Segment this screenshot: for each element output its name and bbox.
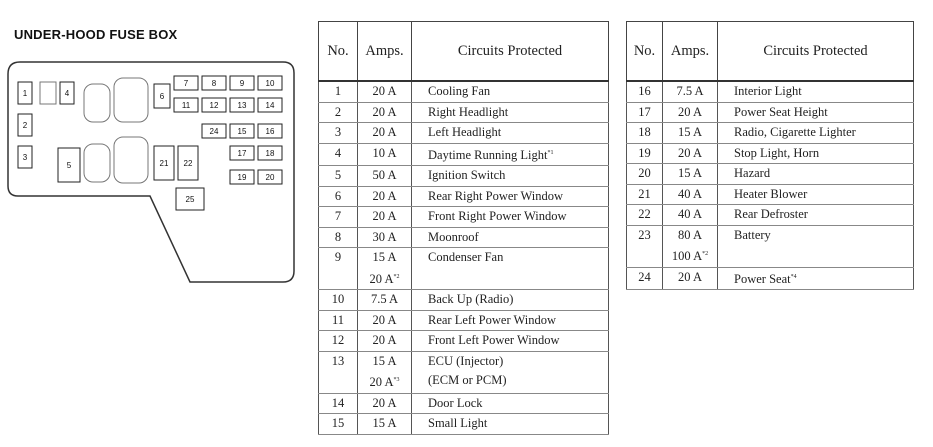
header-circuits: Circuits Protected bbox=[718, 22, 914, 82]
fuse-amps bbox=[358, 102, 412, 123]
fuse-slot-label: 17 bbox=[237, 149, 247, 158]
fuse-amps bbox=[663, 102, 718, 123]
fuse-no: 1 bbox=[319, 81, 358, 102]
fuse-circuit bbox=[412, 310, 609, 331]
header-amps: Amps. bbox=[358, 22, 412, 82]
fuse-row bbox=[627, 164, 914, 185]
fuse-circuit bbox=[412, 186, 609, 207]
amps-value: 80 A bbox=[678, 227, 702, 242]
fuse-amps bbox=[358, 290, 412, 311]
fuse-row bbox=[319, 207, 609, 228]
circuit-value: Cooling Fan bbox=[428, 84, 491, 98]
fuse-circuit bbox=[412, 143, 609, 166]
fuse-amps bbox=[358, 351, 412, 393]
circuit-value: Rear Left Power Window bbox=[428, 312, 557, 327]
fuse-slot-label: 2 bbox=[22, 121, 28, 130]
circuit-value: Stop Light, Horn bbox=[734, 145, 820, 160]
fuse-slot-label: 19 bbox=[237, 173, 247, 182]
amps-value: 20 A bbox=[372, 312, 397, 327]
table-header-row bbox=[627, 22, 914, 82]
amps-value: 20 A bbox=[678, 269, 702, 284]
fuse-amps bbox=[663, 164, 718, 185]
fuse-circuit bbox=[718, 123, 914, 144]
amps-value: 40 A bbox=[678, 186, 702, 201]
fuse-row bbox=[627, 102, 914, 123]
fuse-amps bbox=[663, 225, 718, 267]
fuse-no: 20 bbox=[627, 164, 663, 185]
fuse-row bbox=[627, 267, 914, 290]
fuse-row bbox=[627, 123, 914, 144]
fuse-row bbox=[319, 81, 609, 102]
fuse-circuit bbox=[412, 248, 609, 290]
amps-value: 15 A bbox=[678, 125, 702, 139]
fuse-row bbox=[627, 184, 914, 205]
relay-block-oval-4 bbox=[114, 137, 148, 183]
amps-alt-value-note: *2 bbox=[393, 273, 400, 280]
fuse-circuit bbox=[718, 81, 914, 102]
fuse-row bbox=[319, 290, 609, 311]
fuse-slot-label: 8 bbox=[211, 79, 217, 88]
header-no: No. bbox=[319, 22, 358, 82]
fuse-amps bbox=[358, 414, 412, 435]
circuit-value: Right Headlight bbox=[428, 104, 509, 119]
amps-value: 20 A bbox=[372, 395, 397, 410]
fuse-circuit bbox=[412, 393, 609, 414]
fuse-no: 22 bbox=[627, 205, 663, 226]
fuse-amps bbox=[358, 248, 412, 290]
fuse-row bbox=[627, 143, 914, 164]
fuse-slot-label: 12 bbox=[209, 101, 219, 110]
fuse-slot-label: 11 bbox=[181, 101, 191, 110]
circuit-value: Heater Blower bbox=[734, 186, 808, 201]
fuse-no: 10 bbox=[319, 290, 358, 311]
fuse-no: 23 bbox=[627, 225, 663, 267]
amps-value: 15 A bbox=[372, 416, 397, 430]
fuse-slot-label: 3 bbox=[22, 153, 28, 162]
fuse-slot-label: 1 bbox=[22, 89, 28, 98]
amps-alt bbox=[358, 268, 411, 290]
fuse-row bbox=[319, 414, 609, 435]
fuse-slot-label: 10 bbox=[265, 79, 275, 88]
fuse-amps bbox=[358, 207, 412, 228]
fuse-slot-label: 5 bbox=[66, 161, 72, 170]
relay-block-upper-left bbox=[40, 82, 56, 104]
circuit-value: ECU (Injector) bbox=[428, 353, 504, 368]
circuit-value: Battery bbox=[734, 227, 771, 242]
amps-alt-value-note: *3 bbox=[393, 377, 400, 383]
fuse-no: 14 bbox=[319, 393, 358, 414]
amps-value: 50 A bbox=[372, 168, 397, 182]
fuse-row bbox=[627, 225, 914, 267]
amps-value: 10 A bbox=[372, 145, 397, 160]
fuse-no: 15 bbox=[319, 414, 358, 435]
fuse-circuit bbox=[412, 414, 609, 435]
circuit-value-note: *1 bbox=[547, 149, 554, 156]
fuse-no: 16 bbox=[627, 81, 663, 102]
fuse-circuit bbox=[718, 205, 914, 226]
fuse-no: 13 bbox=[319, 351, 358, 393]
amps-value: 20 A bbox=[678, 104, 702, 119]
fuse-circuit bbox=[412, 102, 609, 123]
amps-value: 30 A bbox=[372, 229, 397, 244]
fuse-amps bbox=[663, 143, 718, 164]
circuit-value: Daytime Running Light bbox=[428, 147, 548, 162]
relay-block-oval-1 bbox=[84, 84, 110, 122]
circuit-value: Moonroof bbox=[428, 229, 479, 244]
amps-value: 7.5 A bbox=[370, 292, 399, 306]
fuse-no: 8 bbox=[319, 227, 358, 248]
fuse-amps bbox=[358, 310, 412, 331]
header-no: No. bbox=[627, 22, 663, 82]
circuit-value: Rear Defroster bbox=[734, 207, 808, 221]
fuse-circuit bbox=[718, 184, 914, 205]
table-header-row bbox=[319, 22, 609, 82]
amps-value: 15 A bbox=[678, 166, 702, 180]
fuse-circuit bbox=[412, 331, 609, 352]
fuse-row bbox=[319, 351, 609, 393]
fuse-slot-label: 20 bbox=[265, 173, 275, 182]
amps-value: 20 A bbox=[372, 104, 397, 119]
amps-alt bbox=[663, 245, 717, 267]
fuse-row bbox=[319, 102, 609, 123]
header-amps: Amps. bbox=[663, 22, 718, 82]
fuse-circuit bbox=[412, 166, 609, 187]
circuit-value-note: *4 bbox=[790, 273, 797, 280]
fuse-row bbox=[319, 143, 609, 166]
fuse-no: 2 bbox=[319, 102, 358, 123]
fuse-amps bbox=[358, 143, 412, 166]
amps-alt-value: 20 A bbox=[369, 375, 394, 389]
fuse-no: 18 bbox=[627, 123, 663, 144]
amps-alt bbox=[358, 371, 411, 393]
fuse-no: 24 bbox=[627, 267, 663, 290]
fuse-amps bbox=[358, 227, 412, 248]
fuse-slot-label: 22 bbox=[183, 159, 193, 168]
fuse-row bbox=[319, 331, 609, 352]
amps-value: 20 A bbox=[678, 145, 702, 160]
circuit-value: Ignition Switch bbox=[428, 168, 506, 182]
circuit-value: Front Left Power Window bbox=[428, 333, 560, 347]
fuse-circuit bbox=[718, 102, 914, 123]
fuse-circuit bbox=[412, 290, 609, 311]
fuse-no: 21 bbox=[627, 184, 663, 205]
fuse-circuit bbox=[412, 351, 609, 393]
fuse-slots bbox=[18, 76, 282, 210]
fuse-no: 19 bbox=[627, 143, 663, 164]
fuse-row bbox=[319, 186, 609, 207]
amps-value: 15 A bbox=[372, 353, 397, 368]
fuse-circuit bbox=[412, 123, 609, 144]
fuse-circuit bbox=[718, 267, 914, 290]
amps-alt-value: 20 A bbox=[369, 271, 394, 286]
fuse-slot-label: 15 bbox=[237, 127, 247, 136]
header-circuits: Circuits Protected bbox=[412, 22, 609, 82]
relay-block-oval-2 bbox=[114, 78, 148, 122]
fuse-no: 7 bbox=[319, 207, 358, 228]
circuit-value: Rear Right Power Window bbox=[428, 188, 564, 203]
amps-alt-value-note: *2 bbox=[702, 251, 709, 257]
fuse-circuit bbox=[412, 81, 609, 102]
amps-alt-value: 100 A bbox=[671, 249, 703, 263]
fuse-row bbox=[319, 227, 609, 248]
fuse-slot-label: 9 bbox=[239, 79, 245, 88]
amps-value: 20 A bbox=[372, 125, 397, 139]
fuse-amps bbox=[358, 123, 412, 144]
fuse-slot-label: 24 bbox=[209, 127, 219, 136]
amps-value: 20 A bbox=[372, 209, 397, 223]
fuse-row bbox=[319, 248, 609, 290]
fuse-amps bbox=[663, 81, 718, 102]
fuse-slot-label: 25 bbox=[185, 195, 195, 204]
circuit-value: Door Lock bbox=[428, 395, 483, 410]
fuse-no: 17 bbox=[627, 102, 663, 123]
fuse-row bbox=[627, 205, 914, 226]
amps-value: 15 A bbox=[372, 250, 397, 264]
fuse-no: 3 bbox=[319, 123, 358, 144]
fuse-amps bbox=[358, 186, 412, 207]
circuit-value: Back Up (Radio) bbox=[428, 292, 514, 306]
relay-block-oval-3 bbox=[84, 144, 110, 182]
fuse-slot-label: 18 bbox=[265, 149, 275, 158]
circuit-value: Condenser Fan bbox=[428, 250, 504, 264]
amps-value: 20 A bbox=[372, 333, 397, 347]
fuse-amps bbox=[663, 184, 718, 205]
fuse-row bbox=[319, 393, 609, 414]
fuse-box-diagram bbox=[0, 0, 300, 447]
fuse-circuit bbox=[718, 164, 914, 185]
fuse-amps bbox=[663, 205, 718, 226]
fuse-amps bbox=[358, 393, 412, 414]
fuse-amps bbox=[663, 267, 718, 290]
fuse-amps bbox=[358, 331, 412, 352]
amps-value: 7.5 A bbox=[676, 84, 704, 98]
fuse-row bbox=[319, 123, 609, 144]
fuse-slot-label: 4 bbox=[64, 89, 70, 98]
fuse-slot-label: 13 bbox=[237, 101, 247, 110]
fuse-slot-label: 16 bbox=[265, 127, 275, 136]
circuit-value: Radio, Cigarette Lighter bbox=[734, 125, 856, 139]
fuse-no: 11 bbox=[319, 310, 358, 331]
fuse-slot-label: 21 bbox=[159, 159, 169, 168]
fuse-circuit bbox=[718, 225, 914, 267]
fuse-no: 9 bbox=[319, 248, 358, 290]
fuse-no: 12 bbox=[319, 331, 358, 352]
fuse-amps bbox=[663, 123, 718, 144]
amps-value: 20 A bbox=[372, 188, 397, 203]
circuit-value: Interior Light bbox=[734, 84, 802, 98]
fuse-no: 6 bbox=[319, 186, 358, 207]
page-title: UNDER-HOOD FUSE BOX bbox=[14, 27, 178, 42]
fuse-amps bbox=[358, 81, 412, 102]
circuit-value: Small Light bbox=[428, 416, 488, 430]
circuit-value: Front Right Power Window bbox=[428, 209, 567, 223]
fuse-circuit bbox=[412, 227, 609, 248]
circuit-alt: (ECM or PCM) bbox=[428, 373, 507, 387]
amps-value: 20 A bbox=[372, 84, 397, 98]
circuit-value: Power Seat bbox=[734, 271, 791, 286]
fuse-circuit bbox=[718, 143, 914, 164]
fuse-row bbox=[627, 81, 914, 102]
circuit-value: Left Headlight bbox=[428, 125, 502, 139]
fuse-slot-label: 7 bbox=[183, 79, 189, 88]
fuse-row bbox=[319, 310, 609, 331]
circuit-value: Power Seat Height bbox=[734, 104, 828, 119]
fuse-slot-label: 14 bbox=[265, 101, 275, 110]
fuse-circuit bbox=[412, 207, 609, 228]
circuit-value: Hazard bbox=[734, 166, 771, 180]
fuse-table-left bbox=[318, 21, 609, 435]
amps-value: 40 A bbox=[678, 207, 702, 221]
fuse-table-right bbox=[626, 21, 914, 290]
fuse-slot-label: 6 bbox=[159, 92, 165, 101]
fuse-no: 4 bbox=[319, 143, 358, 166]
fuse-no: 5 bbox=[319, 166, 358, 187]
fuse-amps bbox=[358, 166, 412, 187]
fuse-row bbox=[319, 166, 609, 187]
